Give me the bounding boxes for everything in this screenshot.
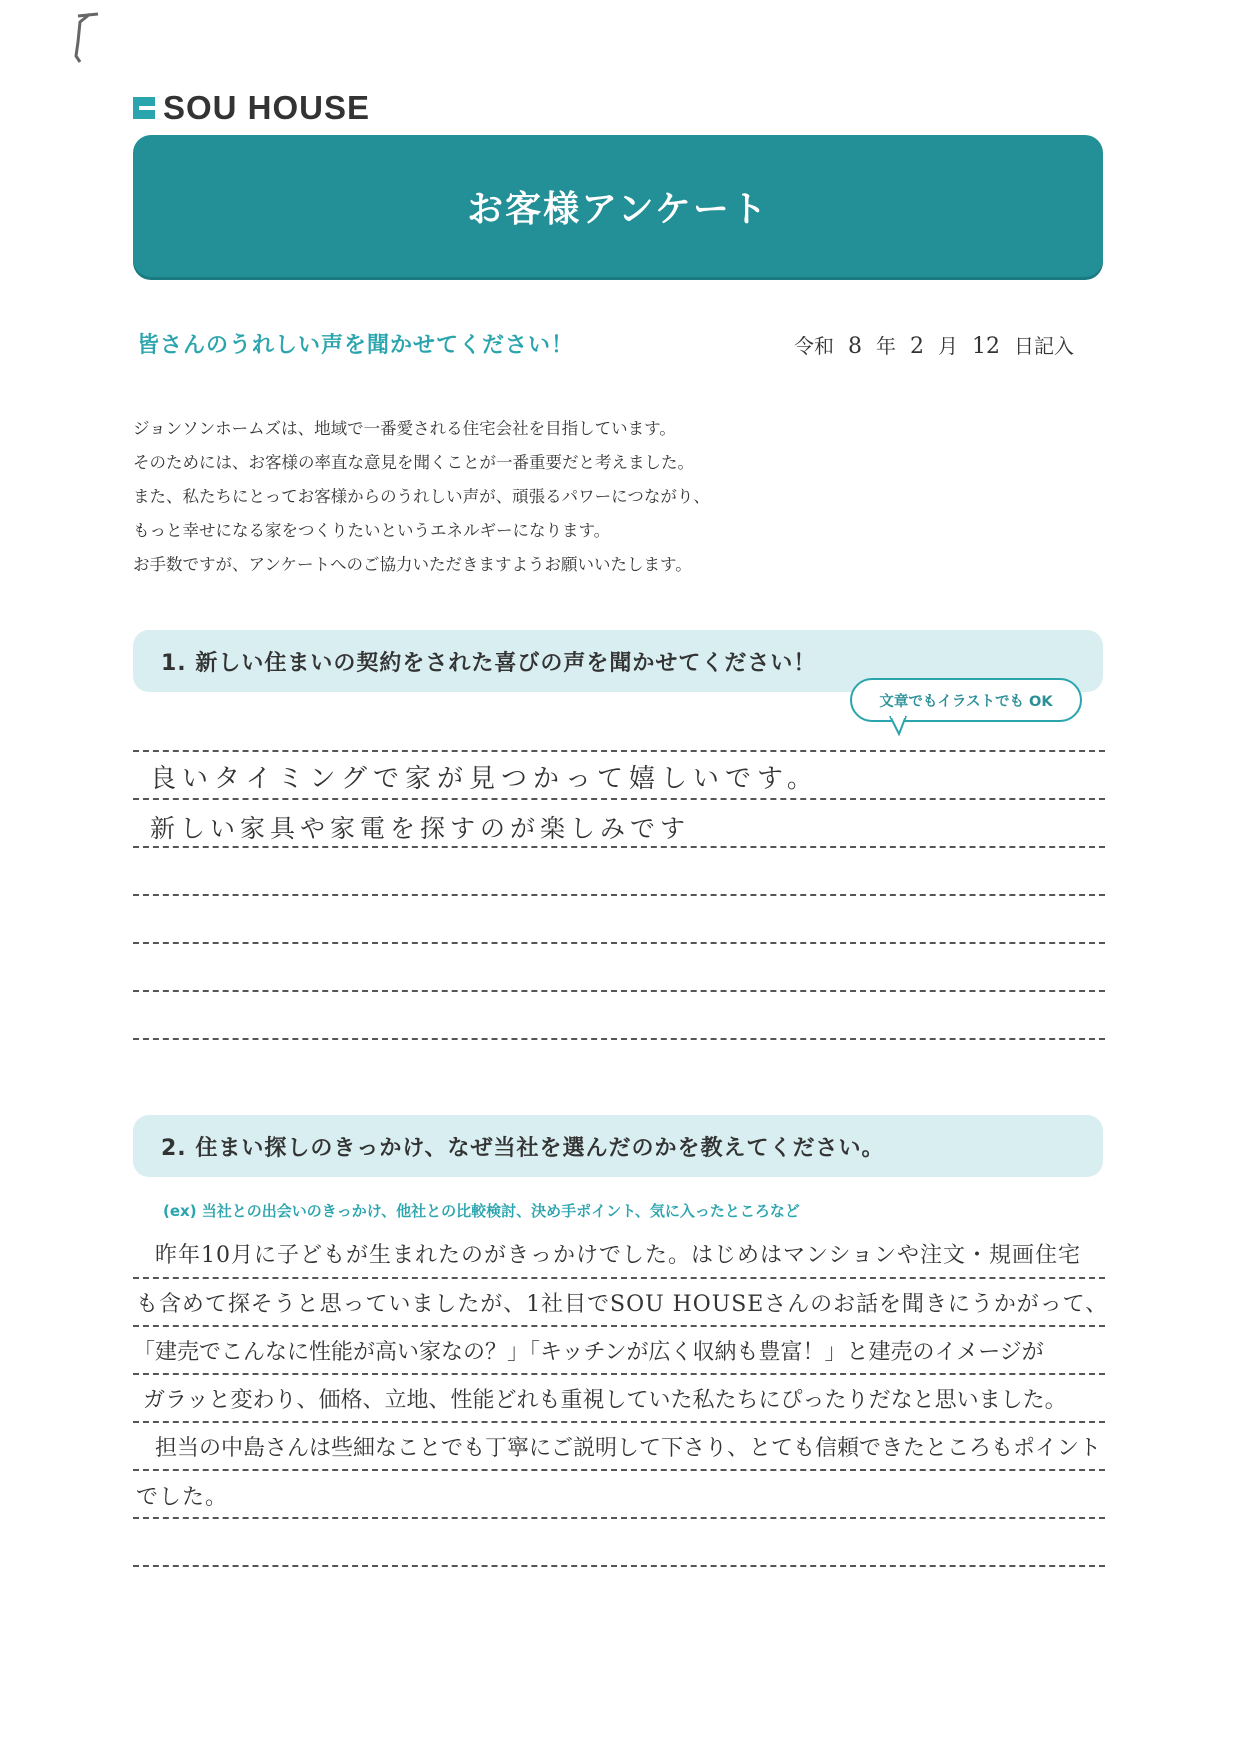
answer-line: [133, 1517, 1105, 1519]
handwritten-answer-line: ガラッと変わり、価格、立地、性能どれも重視していた私たちにぴったりだなと思いました。: [143, 1388, 1067, 1413]
handwritten-answer-line: 良いタイミングで家が見つかって嬉しいです。: [150, 764, 819, 794]
speech-bubble-tail-icon: [888, 716, 910, 738]
date-month-value: 2: [910, 334, 924, 359]
intro-line: お手数ですが、アンケートへのご協力いただきますようお願いいたします。: [133, 555, 692, 574]
answer-line: [133, 846, 1105, 848]
company-logo: [133, 88, 370, 128]
answer-line: [133, 1421, 1105, 1423]
answer-line: [133, 750, 1105, 752]
scan-mark: [70, 12, 110, 82]
logo-mark-icon: [133, 97, 155, 119]
page-title: お客様アンケート: [467, 188, 769, 230]
handwritten-answer-line: も含めて探そうと思っていましたが、1社目でSOU HOUSEさんのお話を聞きにうかがって、: [136, 1292, 1109, 1317]
answer-line: [133, 798, 1105, 800]
date-year-value: 8: [848, 334, 862, 359]
entry-date: [790, 330, 1078, 359]
intro-paragraph: [133, 412, 893, 582]
handwritten-answer-line: 新しい家具や家電を探すのが楽しみです: [150, 814, 691, 843]
answer-line: [133, 1038, 1105, 1040]
title-banner: [133, 135, 1103, 277]
answer-line: [133, 1565, 1105, 1567]
question-2-title: 2. 住まい探しのきっかけ、なぜ当社を選んだのかを教えてください。: [161, 1135, 885, 1161]
question-1-title: 1. 新しい住まいの契約をされた喜びの声を聞かせてください！: [161, 650, 817, 676]
answer-line: [133, 1277, 1105, 1279]
answer-line: [133, 990, 1105, 992]
answer-line: [133, 894, 1105, 896]
intro-line: そのためには、お客様の率直な意見を聞くことが一番重要だと考えました。: [133, 453, 694, 472]
question-2-hint: (ex) 当社との出会いのきっかけ、他社との比較検討、決め手ポイント、気に入ったところなど: [163, 1202, 800, 1220]
handwritten-answer-line: でした。: [136, 1485, 229, 1510]
answer-line: [133, 1469, 1105, 1471]
intro-line: もっと幸せになる家をつくりたいというエネルギーになります。: [133, 521, 611, 540]
intro-line: ジョンソンホームズは、地域で一番愛される住宅会社を目指しています。: [133, 419, 676, 438]
speech-bubble: 文章でもイラストでも OK: [850, 678, 1082, 722]
answer-line: [133, 942, 1105, 944]
subtitle: 皆さんのうれしい声を聞かせてください！: [137, 333, 575, 358]
logo-text: SOU HOUSE: [163, 89, 371, 126]
handwritten-answer-line: 担当の中島さんは些細なことでも丁寧にご説明して下さり、とても信頼できたところもポイント: [155, 1436, 1102, 1461]
date-day-value: 12: [972, 334, 1000, 359]
answer-line: [133, 1373, 1105, 1375]
date-month-label: 月: [938, 334, 958, 358]
handwritten-answer-line: 昨年10月に子どもが生まれたのがきっかけでした。はじめはマンションや注文・規画住宅: [155, 1243, 1082, 1268]
date-day-label: 日記入: [1014, 334, 1074, 358]
intro-line: また、私たちにとってお客様からのうれしい声が、頑張るパワーにつながり、: [133, 487, 710, 506]
answer-line: [133, 1325, 1105, 1327]
date-era: 令和: [794, 334, 834, 358]
question-2-header: [133, 1115, 1103, 1177]
date-year-label: 年: [876, 334, 896, 358]
handwritten-answer-line: 「建売でこんなに性能が高い家なの？」「キッチンが広く収納も豊富！」と建売のイメージが: [133, 1340, 1044, 1365]
